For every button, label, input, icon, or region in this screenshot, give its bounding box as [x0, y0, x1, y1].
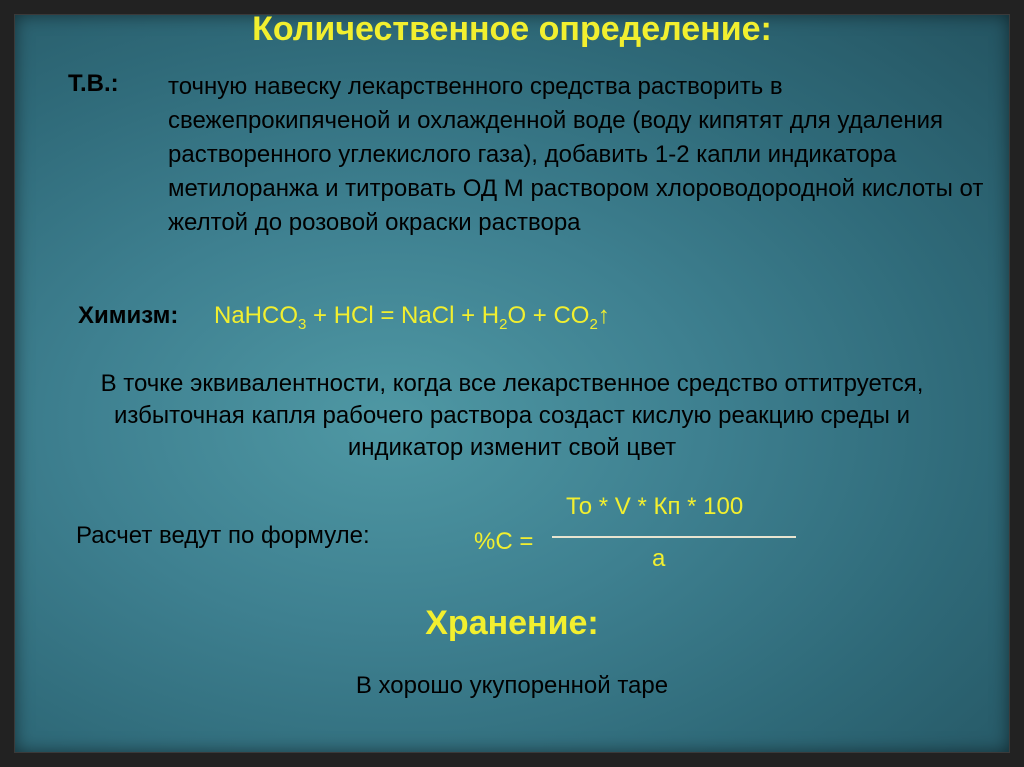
equivalence-paragraph: В точке эквивалентности, когда все лекарственное средство оттитруется, избыточная капля рабочего раствора создаст кислую реакцию среды и индикатор изменит свой цвет — [100, 370, 924, 461]
tv-description: точную навеску лекарственного средства растворить в свежепрокипяченой и охлажденной воде (воду кипятят для удаления растворенного углекислого газа), добавить 1-2 капли индикатора метилоранжа и титровать ОД М раствором хлороводородной кислоты от желтой до розовой окраски раствора — [168, 73, 984, 236]
calculation-label: Расчет ведут по формуле: — [76, 522, 370, 549]
equation-subscript: 2 — [589, 316, 598, 333]
formula-lhs: %С = — [474, 528, 534, 555]
storage-title: Хранение: — [425, 604, 599, 642]
equation-subscript: 3 — [298, 316, 307, 333]
chemical-equation — [214, 302, 610, 333]
equation-subscript: 2 — [499, 316, 508, 333]
chemism-label: Химизм: — [78, 302, 179, 329]
slide-title: Количественное определение: — [252, 10, 772, 48]
equation-part: O + CO — [507, 302, 590, 329]
gas-arrow: ↑ — [597, 302, 610, 329]
storage-text: В хорошо укупоренной таре — [355, 672, 669, 699]
equation-part: + HCl = NaCl + H — [306, 302, 500, 329]
formula-numerator: То * V * Кп * 100 — [566, 493, 744, 520]
equation-part: NaHCO — [214, 302, 299, 329]
tv-label: Т.В.: — [68, 70, 119, 97]
formula-denominator: а — [652, 545, 666, 572]
fraction-bar — [552, 536, 796, 538]
